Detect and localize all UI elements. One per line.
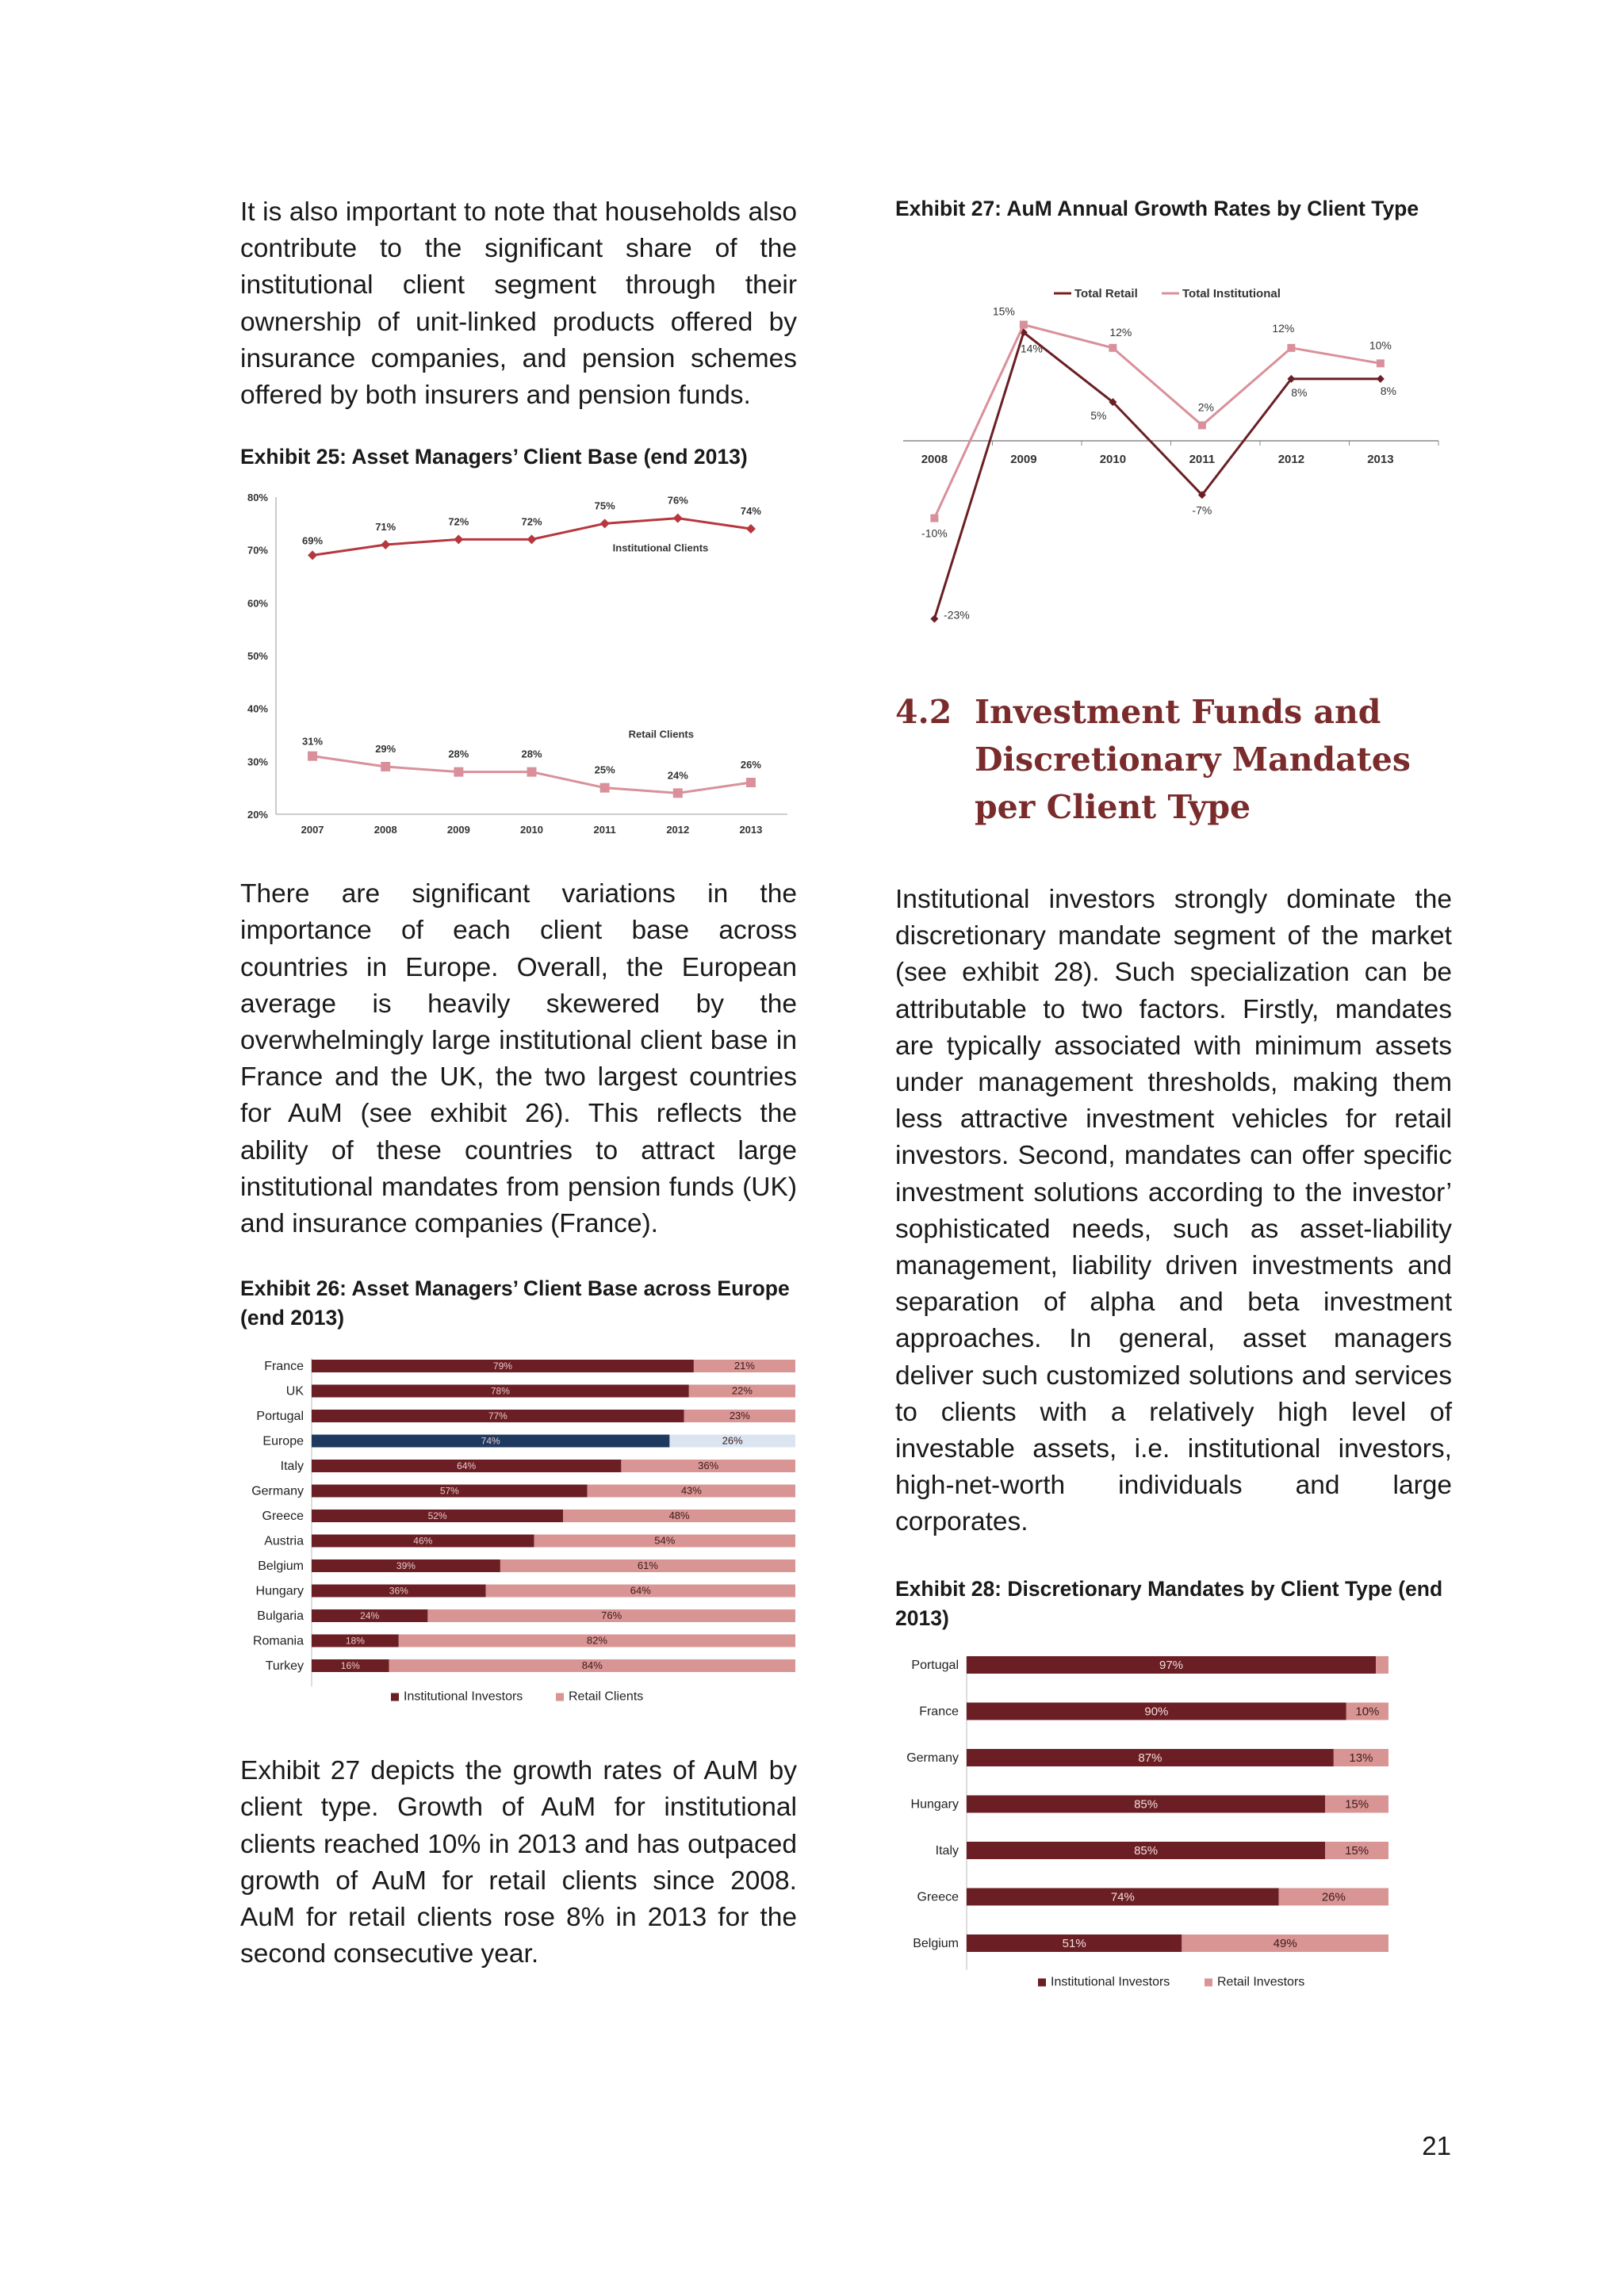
y-tick-label: 50% [247,650,268,663]
data-label: 26% [740,759,761,771]
data-label: 75% [594,499,615,512]
bar-label-retail: 49% [1273,1936,1297,1950]
legend-label-retail: Retail Clients [569,1689,644,1704]
bar-label-retail: 84% [581,1659,603,1672]
exhibit26-title: Exhibit 26: Asset Managers’ Client Base across Europe (end 2013) [240,1276,790,1330]
x-tick-label: 2008 [921,452,948,466]
x-tick-label: 2011 [593,824,616,836]
data-label: 8% [1291,385,1308,399]
bar-label-institutional: 85% [1134,1843,1159,1858]
category-label: Portugal [256,1410,304,1424]
series-label-retail: Retail Clients [628,728,695,740]
bar-label-retail: 36% [698,1460,719,1472]
bar-label-retail: 82% [586,1634,607,1647]
category-label: Hungary [910,1797,959,1812]
data-point [381,540,390,549]
bar-label-institutional: 36% [389,1585,408,1597]
legend-swatch-retail [1205,1978,1212,1986]
data-point [454,767,463,777]
data-point [673,514,683,523]
data-point [308,752,317,761]
bar-retail [1376,1656,1388,1674]
legend-swatch-institutional [391,1693,399,1701]
paragraph-institutional-dominance: Institutional investors strongly dominate the discretionary mandate segment of the market (see exhibit 28). Such specialization can be attributable to two factors. Firstly, mandates are typically associated with minimum assets under management thresholds, making them less attractive investment vehicles for retail investors. Second, mandates can offer specific investment solutions according to the investor’ sophisticated needs, such as asset-liability management, liability driven investments and separation of alpha and beta investment approaches. In general, asset managers deliver such customized solutions and services to clients with a relatively high level of investable assets, i.e. institutional investors, high-net-worth individuals and large corporates. [895,885,1452,1537]
data-label: -7% [1192,503,1212,517]
category-label: Hungary [255,1584,304,1598]
data-point [527,767,537,777]
paragraph-households: It is also important to note that households also contribute to the significant share of the institutional client segment through their ownership of unit-linked products offered by insurance companies, and pension schemes offered by both insurers and pension funds. [240,197,797,411]
bar-label-institutional: 46% [413,1535,433,1547]
data-label: 10% [1369,339,1392,352]
data-label: 14% [1020,342,1043,355]
category-label: Germany [906,1751,959,1765]
category-label: UK [285,1384,304,1399]
bar-label-retail: 76% [601,1609,622,1622]
data-point [600,519,610,529]
legend-swatch-retail [556,1693,564,1701]
category-label: Belgium [258,1559,304,1574]
data-label: -10% [921,526,948,540]
category-label: Greece [262,1510,304,1524]
bar-label-institutional: 74% [481,1435,500,1447]
data-label: 12% [1109,325,1132,339]
right-column [895,194,1452,2022]
bar-label-institutional: 57% [439,1485,459,1497]
series-line-institutional [934,325,1381,519]
data-label: 71% [375,521,396,534]
bar-label-institutional: 79% [492,1360,512,1372]
page-number: 21 [1422,2131,1451,2160]
data-point [1198,421,1206,429]
bar-label-institutional: 90% [1144,1705,1169,1719]
data-label: 12% [1272,321,1295,335]
data-point [930,515,938,522]
data-point [527,535,537,545]
data-point [746,778,756,787]
bar-label-institutional: 97% [1159,1658,1184,1672]
bar-label-retail: 64% [630,1584,651,1597]
x-tick-label: 2012 [1277,452,1305,466]
data-point [1287,344,1295,352]
section-title: Investment Funds and Discretionary Mandates per Client Type [975,693,1411,826]
section-number: 4.2 [895,693,952,731]
series-label-institutional: Institutional Clients [612,541,709,554]
category-label: France [264,1360,304,1374]
left-column [240,194,797,1973]
bar-label-retail: 15% [1345,1797,1369,1812]
bar-label-retail: 13% [1349,1751,1373,1765]
data-label: 74% [740,505,761,518]
x-tick-label: 2010 [520,824,543,836]
category-label: Europe [262,1434,304,1448]
exhibit25-line-chart [240,481,797,862]
data-point [308,551,317,561]
bar-label-institutional: 87% [1138,1751,1162,1765]
exhibit27-title: Exhibit 27: AuM Annual Growth Rates by Client Type [895,197,1419,220]
data-point [930,614,938,622]
bar-label-retail: 15% [1345,1843,1369,1858]
data-point [1109,344,1116,352]
data-label: 5% [1090,409,1107,423]
paragraph-client-variations: There are significant variations in the importance of each client base across countries in Europe. Overall, the European average is heavily skewered by the overwhelmingly large institutional client base in France and the UK, the two largest countries for AuM (see exhibit 26). This reflects the ability of these countries to attract large institutional mandates from pension funds (UK) and insurance companies (France). [240,879,797,1239]
legend-swatch-institutional [1038,1978,1046,1986]
bar-label-institutional: 64% [457,1460,477,1472]
exhibit26-stacked-bar-chart [240,1342,797,1723]
x-tick-label: 2009 [446,824,470,836]
x-tick-label: 2011 [1189,452,1216,466]
bar-label-retail: 48% [668,1510,690,1522]
x-tick-label: 2013 [1367,452,1394,466]
exhibit28-title: Exhibit 28: Discretionary Mandates by Client Type (end 2013) [895,1576,1443,1630]
category-label: Portugal [911,1658,959,1672]
category-label: Italy [280,1460,304,1474]
category-label: Austria [264,1534,304,1548]
y-tick-label: 40% [247,702,268,715]
data-label: 28% [448,748,469,760]
data-label: 24% [667,769,688,782]
legend-label-institutional: Institutional Investors [404,1689,523,1704]
legend-label-institutional: Institutional Investors [1051,1975,1170,1989]
bar-label-retail: 61% [637,1559,658,1572]
x-tick-label: 2009 [1010,452,1037,466]
category-label: Germany [251,1484,304,1498]
exhibit27-line-chart [895,230,1452,642]
bar-label-institutional: 16% [340,1660,360,1672]
data-point [746,524,756,534]
bar-label-retail: 54% [654,1534,676,1547]
bar-label-institutional: 74% [1110,1890,1135,1904]
bar-label-retail: 21% [733,1360,755,1372]
bar-label-retail: 10% [1355,1705,1380,1719]
y-tick-label: 60% [247,597,268,610]
data-point [673,789,683,798]
y-tick-label: 70% [247,544,268,557]
bar-label-retail: 23% [729,1410,750,1422]
data-label: 28% [521,748,542,760]
bar-label-institutional: 52% [427,1510,447,1522]
y-tick-label: 20% [247,809,268,821]
exhibit25-title: Exhibit 25: Asset Managers’ Client Base (end 2013) [240,445,748,469]
bar-label-institutional: 85% [1134,1797,1159,1812]
category-label: Greece [917,1890,959,1904]
data-label: -23% [944,608,970,622]
category-label: Turkey [265,1659,304,1674]
data-label: 72% [521,515,542,528]
bar-label-retail: 26% [1321,1890,1346,1904]
data-point [1377,359,1385,367]
data-label: 69% [302,534,324,547]
data-label: 72% [448,515,469,528]
legend-label-retail: Total Retail [1074,287,1138,300]
legend-label-retail: Retail Investors [1217,1975,1305,1989]
data-label: 29% [375,743,396,756]
bar-label-institutional: 18% [345,1635,365,1647]
bar-label-institutional: 77% [488,1410,508,1422]
category-label: Romania [252,1634,304,1648]
category-label: Italy [935,1843,959,1858]
data-label: 76% [667,494,688,507]
bar-label-institutional: 39% [396,1560,416,1572]
category-label: Belgium [913,1936,959,1950]
data-point [1377,375,1385,383]
y-tick-label: 80% [247,492,268,504]
exhibit28-stacked-bar-chart [895,1649,1452,2022]
data-label: 8% [1380,384,1396,397]
section-heading [895,688,1452,831]
data-point [381,762,390,771]
bar-label-institutional: 78% [490,1385,510,1397]
data-label: 31% [302,735,324,748]
x-tick-label: 2013 [739,824,763,836]
bar-label-retail: 26% [722,1434,743,1447]
legend-label-institutional: Total Institutional [1182,287,1281,300]
x-tick-label: 2007 [301,824,324,836]
bar-label-retail: 43% [680,1484,702,1497]
bar-label-institutional: 51% [1062,1936,1086,1950]
category-label: France [919,1705,959,1719]
bar-label-institutional: 24% [360,1610,380,1622]
data-point [1020,321,1028,329]
category-label: Bulgaria [257,1609,304,1624]
data-label: 25% [594,763,615,776]
data-label: 15% [992,304,1015,318]
x-tick-label: 2012 [666,824,690,836]
paragraph-growth-rates: Exhibit 27 depicts the growth rates of AuM by client type. Growth of AuM for institutional clients reached 10% in 2013 and has outpaced growth of AuM for retail clients since 2008. AuM for retail clients rose 8% in 2013 for the second consecutive year. [240,1756,797,1969]
x-tick-label: 2010 [1099,452,1127,466]
y-tick-label: 30% [247,756,268,768]
bar-label-retail: 22% [731,1384,753,1397]
data-label: 2% [1197,400,1214,414]
data-point [454,535,463,545]
x-tick-label: 2008 [373,824,397,836]
data-point [600,783,610,793]
